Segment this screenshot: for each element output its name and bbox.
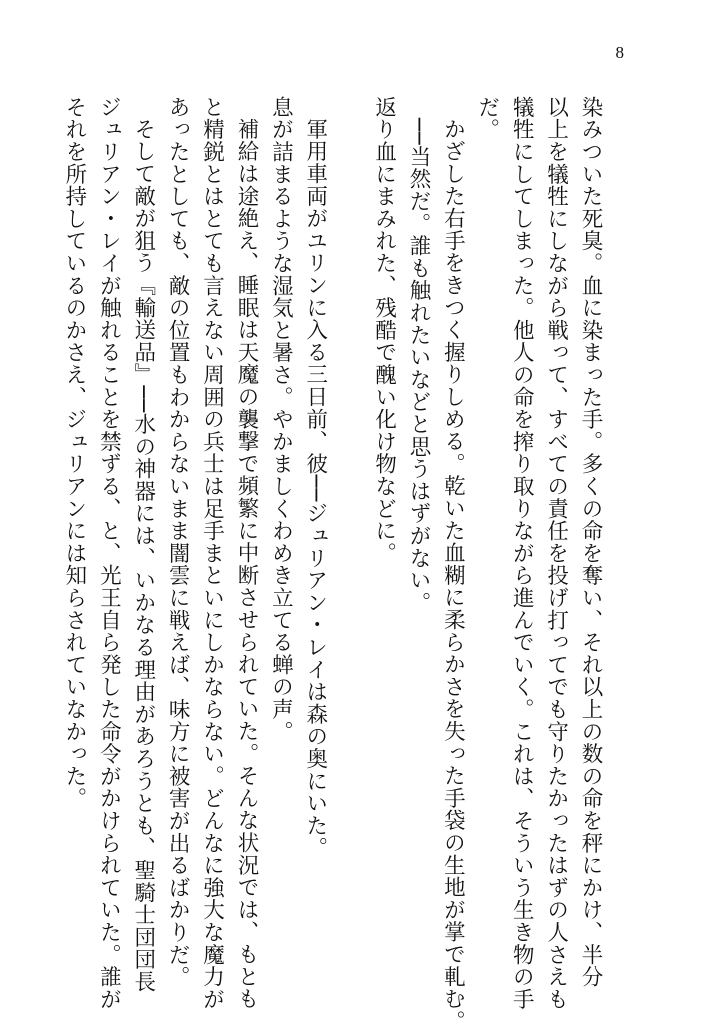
text-line: あったとしても、敵の位置もわからないまま闇雲に戦えば、味方に被害が出るばかりだ。 <box>165 96 191 988</box>
text-line: ──当然だ。誰も触れたいなどと思うはずがない。 <box>405 117 431 614</box>
text-line: それを所持しているのかさえ、ジュリアンには知らされていなかった。 <box>61 96 87 810</box>
text-line: 返り血にまみれた、残酷で醜い化け物などに。 <box>371 96 397 565</box>
section-break <box>332 96 366 956</box>
text-line: 染みついた死臭。血に染まった手。多くの命を奪い、それ以上の数の命を秤にかけ、半分 <box>578 96 603 988</box>
body-text <box>57 96 607 1032</box>
text-line: と精鋭とはとても言えない周囲の兵士は足手まといにしかならない。どんなに強大な魔力が <box>199 96 225 1011</box>
text-line: そして敵が狙う『輸送品』──水の神器には、いかなる理由があろうとも、聖騎士団団長 <box>130 117 156 993</box>
text-line: 犠牲にしてしまった。他人の命を搾り取りながら進んでいく。これは、そういう生き物の手 <box>509 96 535 1011</box>
text-line: 補給は途絶え、睡眠は天魔の襲撃で頻繁に中断させられていた。そんな状況では、もとも <box>233 117 259 1010</box>
text-line: ジュリアン・レイが触れることを禁ずる、と、光王自ら発した命令がかけられていた。誰が <box>96 96 122 1011</box>
text-line: 以上を犠牲にしながら戦って、すべての責任を投げ打ってでも守りたかったはずの人さえも <box>543 96 569 1011</box>
page-number: 8 <box>615 43 624 62</box>
text-line: だ。 <box>474 96 500 141</box>
text-line: 軍用車両がユリンに入る三日前、彼──ジュリアン・レイは森の奥にいた。 <box>302 117 328 859</box>
text-line: 息が詰まるような湿気と暑さ。やかましくわめき立てる蝉の声。 <box>268 96 294 743</box>
text-line: かざした右手をきつく握りしめる。乾いた血糊に柔らかさを失った手袋の生地が掌で軋む。 <box>440 117 466 1032</box>
